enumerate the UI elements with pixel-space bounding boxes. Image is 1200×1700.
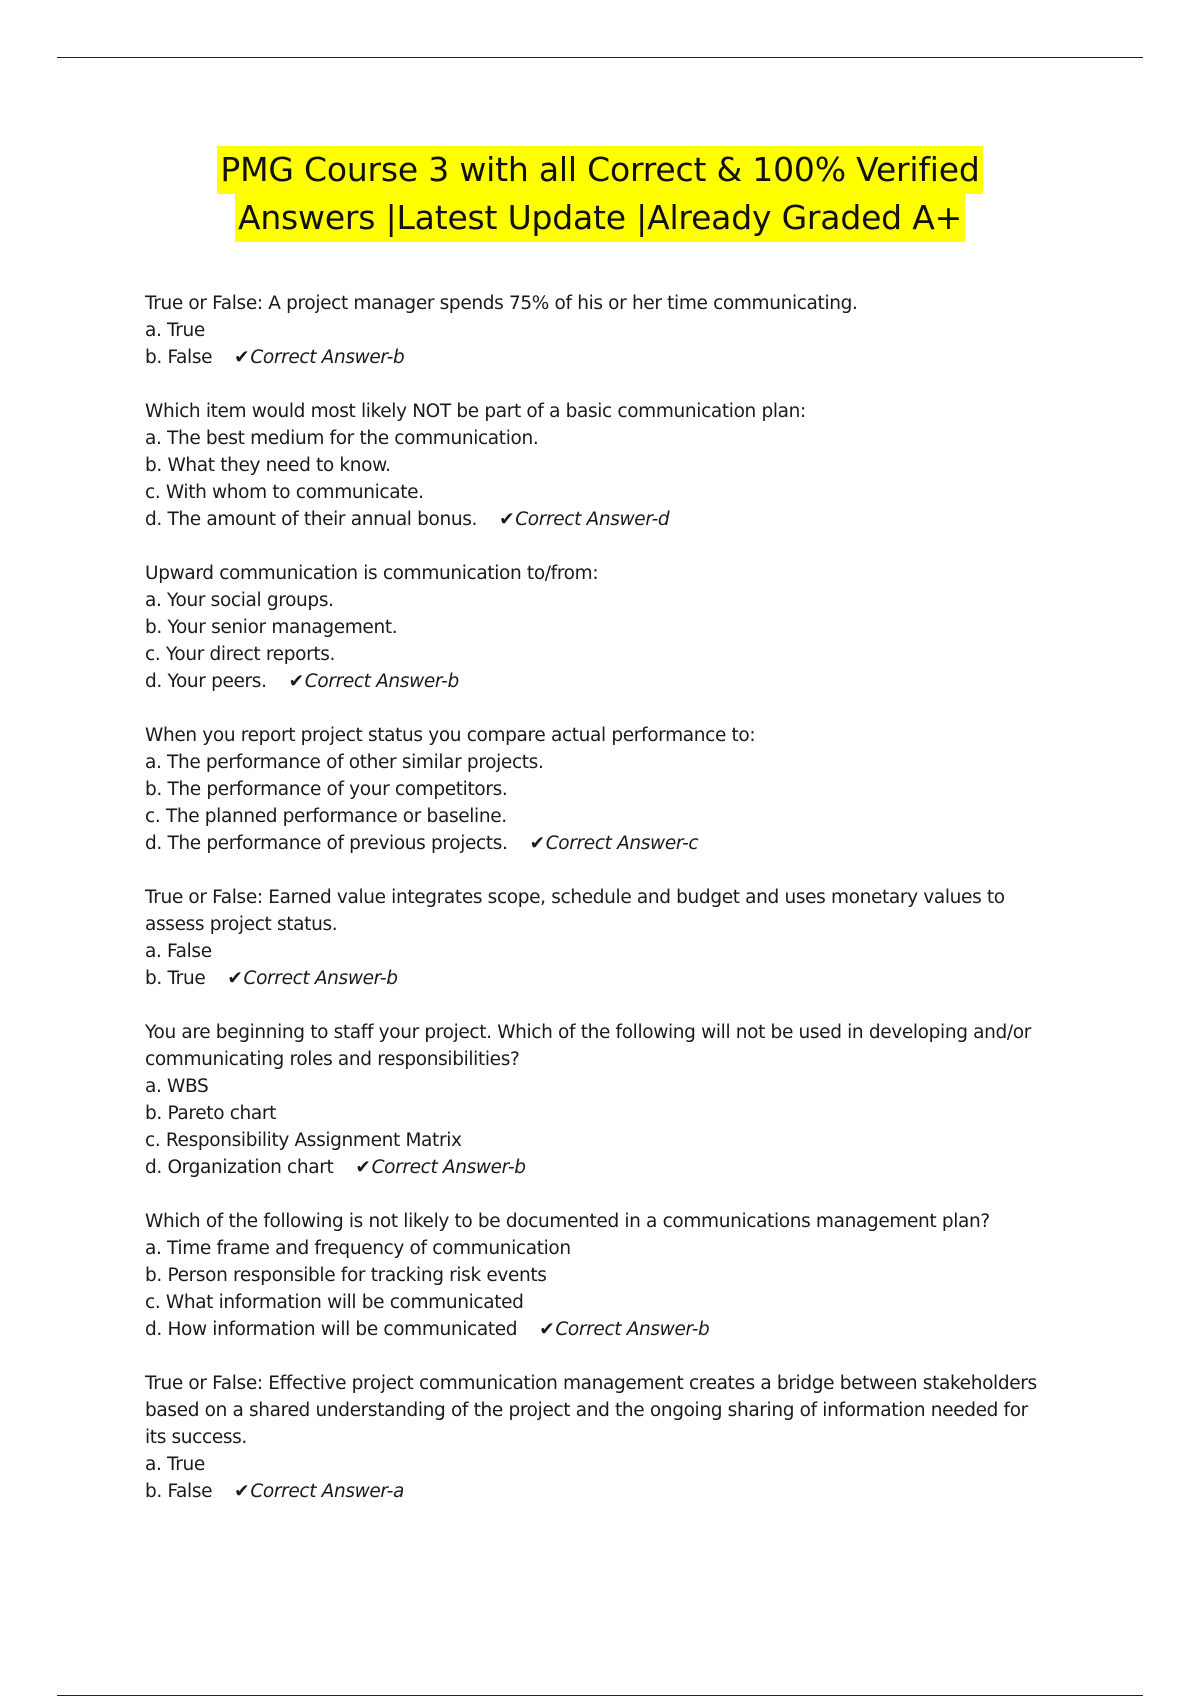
answer-option <box>145 1127 1050 1154</box>
correct-answer-letter: b <box>514 1157 526 1178</box>
answer-option <box>145 803 1050 830</box>
correct-answer <box>234 347 404 368</box>
checkmark-icon: ✔ <box>234 1481 250 1502</box>
question-text: True or False: Earned value integrates scope, schedule and budget and uses monetary values to <box>145 887 1005 908</box>
correct-answer-label: Correct Answer- <box>250 347 393 368</box>
option-text: c. What information will be communicated <box>145 1292 524 1313</box>
question-block <box>145 398 1050 533</box>
question-text: True or False: Effective project communication management creates a bridge between stakeholders <box>145 1373 1037 1394</box>
option-text: b. Your senior management. <box>145 617 398 638</box>
option-text: a. The best medium for the communication. <box>145 428 539 449</box>
option-text: a. False <box>145 941 212 962</box>
title-line-2: Answers |Latest Update |Already Graded A+ <box>235 194 965 242</box>
correct-answer <box>227 968 397 989</box>
checkmark-icon: ✔ <box>234 347 250 368</box>
checkmark-icon: ✔ <box>355 1157 371 1178</box>
question-text: its success. <box>145 1427 247 1448</box>
question-block <box>145 722 1050 857</box>
answer-option <box>145 425 1050 452</box>
option-text: d. Your peers. <box>145 671 267 692</box>
question-text: True or False: A project manager spends 75% of his or her time communicating. <box>145 293 858 314</box>
answer-option <box>145 479 1050 506</box>
answer-option <box>145 317 1050 344</box>
option-text: c. Your direct reports. <box>145 644 336 665</box>
correct-answer-label: Correct Answer- <box>243 968 387 989</box>
correct-answer-letter: b <box>447 671 459 692</box>
option-text: a. True <box>145 1454 205 1475</box>
checkmark-icon: ✔ <box>227 968 243 989</box>
question-block <box>145 1019 1050 1181</box>
answer-option <box>145 344 1050 371</box>
question-text: communicating roles and responsibilities? <box>145 1049 520 1070</box>
answer-option <box>145 1478 1050 1505</box>
option-text: d. The performance of previous projects. <box>145 833 508 854</box>
question-list <box>145 290 1050 1532</box>
answer-option <box>145 1100 1050 1127</box>
option-text: b. What they need to know. <box>145 455 391 476</box>
answer-option <box>145 1235 1050 1262</box>
checkmark-icon: ✔ <box>529 833 545 854</box>
correct-answer-label: Correct Answer- <box>515 509 658 530</box>
option-text: a. Your social groups. <box>145 590 334 611</box>
option-text: a. True <box>145 320 205 341</box>
answer-option <box>145 776 1050 803</box>
option-text: a. Time frame and frequency of communication <box>145 1238 571 1259</box>
correct-answer <box>234 1481 404 1502</box>
answer-option <box>145 587 1050 614</box>
answer-option <box>145 506 1050 533</box>
answer-option <box>145 1316 1050 1343</box>
correct-answer-label: Correct Answer- <box>250 1481 393 1502</box>
answer-option <box>145 452 1050 479</box>
answer-option <box>145 1073 1050 1100</box>
option-text: d. Organization chart <box>145 1157 334 1178</box>
answer-option <box>145 614 1050 641</box>
checkmark-icon: ✔ <box>539 1319 555 1340</box>
option-text: b. The performance of your competitors. <box>145 779 508 800</box>
checkmark-icon: ✔ <box>499 509 515 530</box>
answer-option <box>145 1262 1050 1289</box>
option-text: c. The planned performance or baseline. <box>145 806 507 827</box>
correct-answer-letter: d <box>657 509 670 530</box>
correct-answer-letter: b <box>698 1319 710 1340</box>
question-text: When you report project status you compare actual performance to: <box>145 725 756 746</box>
title-line-1: PMG Course 3 with all Correct & 100% Verified <box>217 146 982 194</box>
option-text: b. True <box>145 968 206 989</box>
option-text: b. False <box>145 347 213 368</box>
question-text: Which of the following is not likely to be documented in a communications management plan? <box>145 1211 990 1232</box>
correct-answer <box>530 833 699 854</box>
answer-option <box>145 1289 1050 1316</box>
top-rule <box>57 57 1143 58</box>
option-text: a. WBS <box>145 1076 209 1097</box>
document-title <box>0 146 1200 242</box>
correct-answer-label: Correct Answer- <box>555 1319 699 1340</box>
bottom-rule <box>57 1695 1143 1696</box>
correct-answer-letter: b <box>393 347 405 368</box>
answer-option <box>145 1451 1050 1478</box>
option-text: c. With whom to communicate. <box>145 482 424 503</box>
answer-option <box>145 1154 1050 1181</box>
option-text: b. Pareto chart <box>145 1103 277 1124</box>
answer-option <box>145 830 1050 857</box>
question-text: based on a shared understanding of the project and the ongoing sharing of information needed for <box>145 1400 1028 1421</box>
question-text: Upward communication is communication to/from: <box>145 563 599 584</box>
question-text: Which item would most likely NOT be part of a basic communication plan: <box>145 401 806 422</box>
answer-option <box>145 938 1050 965</box>
correct-answer-letter: c <box>688 833 699 854</box>
correct-answer <box>355 1157 525 1178</box>
answer-option <box>145 641 1050 668</box>
checkmark-icon: ✔ <box>288 671 304 692</box>
correct-answer-letter: b <box>386 968 398 989</box>
correct-answer <box>289 671 459 692</box>
correct-answer <box>499 509 669 530</box>
question-text: assess project status. <box>145 914 338 935</box>
option-text: a. The performance of other similar projects. <box>145 752 544 773</box>
answer-option <box>145 965 1050 992</box>
answer-option <box>145 668 1050 695</box>
question-block <box>145 884 1050 992</box>
option-text: c. Responsibility Assignment Matrix <box>145 1130 462 1151</box>
correct-answer-label: Correct Answer- <box>304 671 448 692</box>
question-block <box>145 290 1050 371</box>
correct-answer-letter: a <box>393 1481 404 1502</box>
question-block <box>145 560 1050 695</box>
correct-answer-label: Correct Answer- <box>371 1157 515 1178</box>
correct-answer-label: Correct Answer- <box>545 833 689 854</box>
option-text: b. False <box>145 1481 213 1502</box>
option-text: d. How information will be communicated <box>145 1319 518 1340</box>
correct-answer <box>539 1319 709 1340</box>
option-text: d. The amount of their annual bonus. <box>145 509 478 530</box>
option-text: b. Person responsible for tracking risk events <box>145 1265 547 1286</box>
question-block <box>145 1208 1050 1343</box>
question-block <box>145 1370 1050 1505</box>
answer-option <box>145 749 1050 776</box>
question-text: You are beginning to staff your project. Which of the following will not be used in developing and/or <box>145 1022 1031 1043</box>
